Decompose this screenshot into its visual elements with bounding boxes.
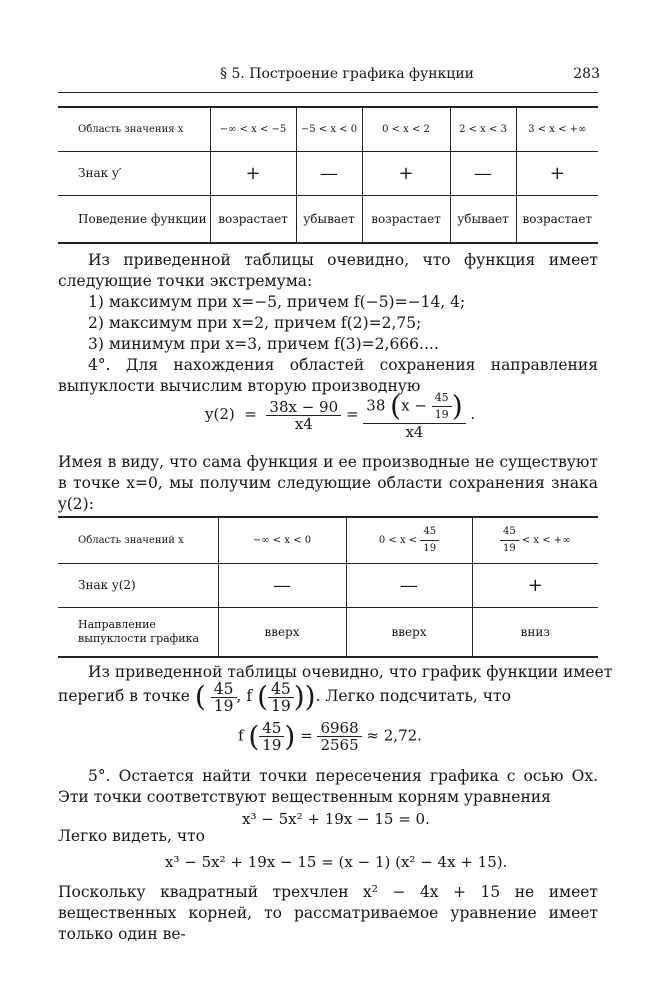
- table-row: [58, 151, 598, 195]
- table-cell: 3 < x < +∞: [516, 107, 598, 151]
- paragraph-second-derivative: 4°. Для нахождения областей сохранения направления выпуклости вычислим вторую производную: [58, 356, 598, 395]
- paragraph-conclusion: Поскольку квадратный трехчлен x² − 4x + 15 не имеет вещественных корней, то рассматриваемое уравнение имеет только один ве-: [58, 883, 598, 943]
- paragraph-inflection-b: перегиб в точке ( $\frac{45}{19}$ , f ( $\frac{45}{19}$ )). Легко подсчитать, что: [58, 679, 511, 715]
- table-cell: 0 < x < $\frac{45}{19}$: [346, 517, 472, 563]
- table-cell: +: [210, 151, 296, 195]
- extremum-table: [58, 106, 598, 244]
- paragraph-easy-to-see: Легко видеть, что: [58, 827, 205, 845]
- cubic-equation: x³ − 5x² + 19x − 15 = 0.: [242, 810, 430, 828]
- table-row: [58, 517, 598, 563]
- second-derivative-formula: y(2) = $\frac{38x - 90}{x4}$ = 38 (x − $\frac{45}{19}$ ) x4 .: [205, 389, 476, 441]
- formula-lhs: y(2): [205, 405, 235, 423]
- table-cell: вверх: [218, 607, 346, 657]
- table-cell: Знак y′: [58, 151, 210, 195]
- paragraph-extremum: Из приведенной таблицы очевидно, что функция имеет следующие точки экстремума:: [58, 251, 598, 290]
- inflection-value-formula: f ( $\frac{45}{19}$ ) = $\frac{6968}{2565}$ ≈ 2,72.: [238, 719, 422, 754]
- table-cell: −5 < x < 0: [296, 107, 362, 151]
- extremum-item-2: 2) максимум при x=2, причем f(2)=2,75;: [88, 314, 422, 332]
- convexity-table: [58, 516, 598, 658]
- extremum-item-1: 1) максимум при x=−5, причем f(−5)=−14, 4;: [88, 293, 466, 311]
- table-cell: вниз: [472, 607, 598, 657]
- table-cell: Область значения x: [58, 107, 210, 151]
- table-cell: $\frac{45}{19}$ < x < +∞: [472, 517, 598, 563]
- table-row: [58, 195, 598, 243]
- table-cell: —: [450, 151, 516, 195]
- table-cell: Область значений x: [58, 517, 218, 563]
- extremum-item-3: 3) минимум при x=3, причем f(3)=2,666....: [88, 335, 439, 353]
- table-row: [58, 107, 598, 151]
- paragraph-inflection-a: Из приведенной таблицы очевидно, что график функции имеет: [88, 663, 613, 681]
- table-cell: —: [346, 563, 472, 607]
- table-cell: убывает: [450, 195, 516, 243]
- table-cell: +: [362, 151, 450, 195]
- paragraph-intersection: 5°. Остается найти точки пересечения графика с осью Ox. Эти точки соответствуют вещественным корням уравнения: [58, 767, 598, 806]
- table-cell: —: [296, 151, 362, 195]
- table-cell: возрастает: [362, 195, 450, 243]
- factorization-formula: x³ − 5x² + 19x − 15 = (x − 1) (x² − 4x + 15).: [165, 853, 508, 871]
- table-cell: вверх: [346, 607, 472, 657]
- table-cell: +: [516, 151, 598, 195]
- table-cell: 2 < x < 3: [450, 107, 516, 151]
- fraction: $\frac{38x - 90}{x4}$: [266, 399, 341, 432]
- table-cell: Знак y(2): [58, 563, 218, 607]
- header-rule: [58, 92, 598, 93]
- table-row: [58, 607, 598, 657]
- fraction: 38 (x − $\frac{45}{19}$ ) x4: [363, 390, 465, 440]
- table-cell: —: [218, 563, 346, 607]
- table-cell: −∞ < x < −5: [210, 107, 296, 151]
- paragraph-sign-regions: Имея в виду, что сама функция и ее производные не существуют в точке x=0, мы получим следующие области сохранения знака y(2):: [58, 453, 598, 513]
- table-cell: Направление выпуклости графика: [58, 607, 218, 657]
- table-cell: +: [472, 563, 598, 607]
- section-title: § 5. Построение графика функции: [220, 66, 474, 82]
- table-row: [58, 563, 598, 607]
- running-header: [60, 66, 600, 86]
- page-number: 283: [573, 66, 600, 82]
- table-cell: Поведение функции: [58, 195, 210, 243]
- table-cell: возрастает: [516, 195, 598, 243]
- table-cell: убывает: [296, 195, 362, 243]
- table-cell: −∞ < x < 0: [218, 517, 346, 563]
- table-cell: 0 < x < 2: [362, 107, 450, 151]
- table-cell: возрастает: [210, 195, 296, 243]
